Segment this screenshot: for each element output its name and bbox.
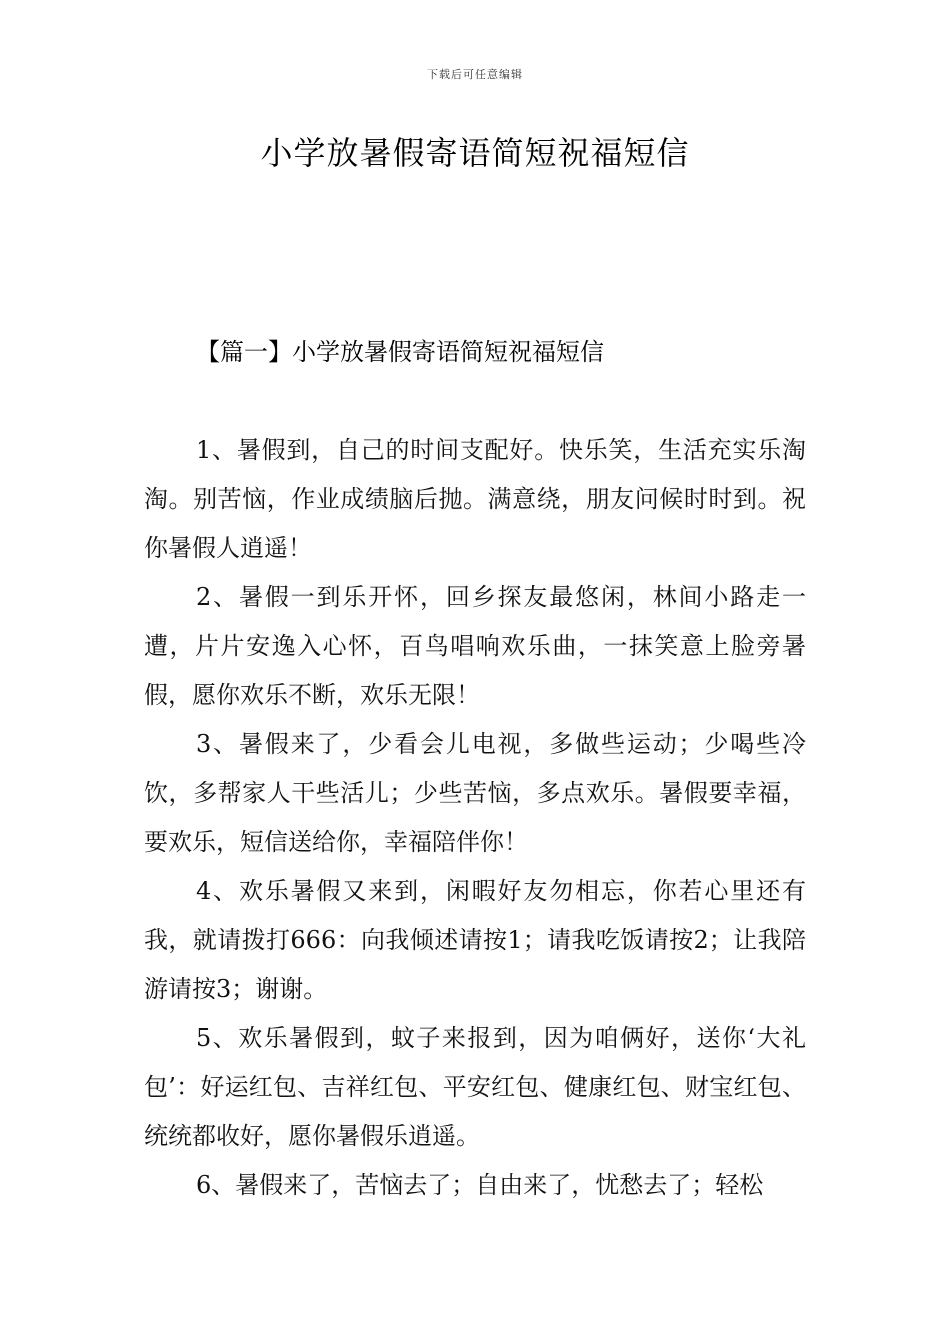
paragraph-6: 6、暑假来了，苦恼去了；自由来了，忧愁去了；轻松 bbox=[196, 1171, 764, 1199]
paragraph-5: 5、欢乐暑假到，蚊子来报到，因为咱俩好，送你‘大礼包’：好运红包、吉祥红包、平安红包、健康红包、财宝红包、统统都收好，愿你暑假乐逍遥。 bbox=[144, 1024, 806, 1150]
section-heading: 【篇一】小学放暑假寄语简短祝福短信 bbox=[196, 338, 604, 366]
header-note: 下载后可任意编辑 bbox=[427, 68, 523, 81]
paragraph-2: 2、暑假一到乐开怀，回乡探友最悠闲，林间小路走一遭，片片安逸入心怀，百鸟唱响欢乐曲，一抹笑意上脸旁暑假，愿你欢乐不断，欢乐无限！ bbox=[144, 583, 806, 709]
body-text bbox=[144, 426, 806, 1210]
paragraph-3: 3、暑假来了，少看会儿电视，多做些运动；少喝些冷饮，多帮家人干些活儿；少些苦恼，多点欢乐。暑假要幸福，要欢乐，短信送给你，幸福陪伴你！ bbox=[144, 730, 806, 856]
paragraph-1: 1、暑假到，自己的时间支配好。快乐笑，生活充实乐淘淘。别苦恼，作业成绩脑后抛。满意绕，朋友问候时时到。祝你暑假人逍遥！ bbox=[144, 436, 806, 562]
paragraph-4: 4、欢乐暑假又来到，闲暇好友勿相忘，你若心里还有我，就请拨打666：向我倾述请按1；请我吃饭请按2；让我陪游请按3；谢谢。 bbox=[144, 877, 806, 1003]
page-title: 小学放暑假寄语简短祝福短信 bbox=[260, 134, 690, 172]
